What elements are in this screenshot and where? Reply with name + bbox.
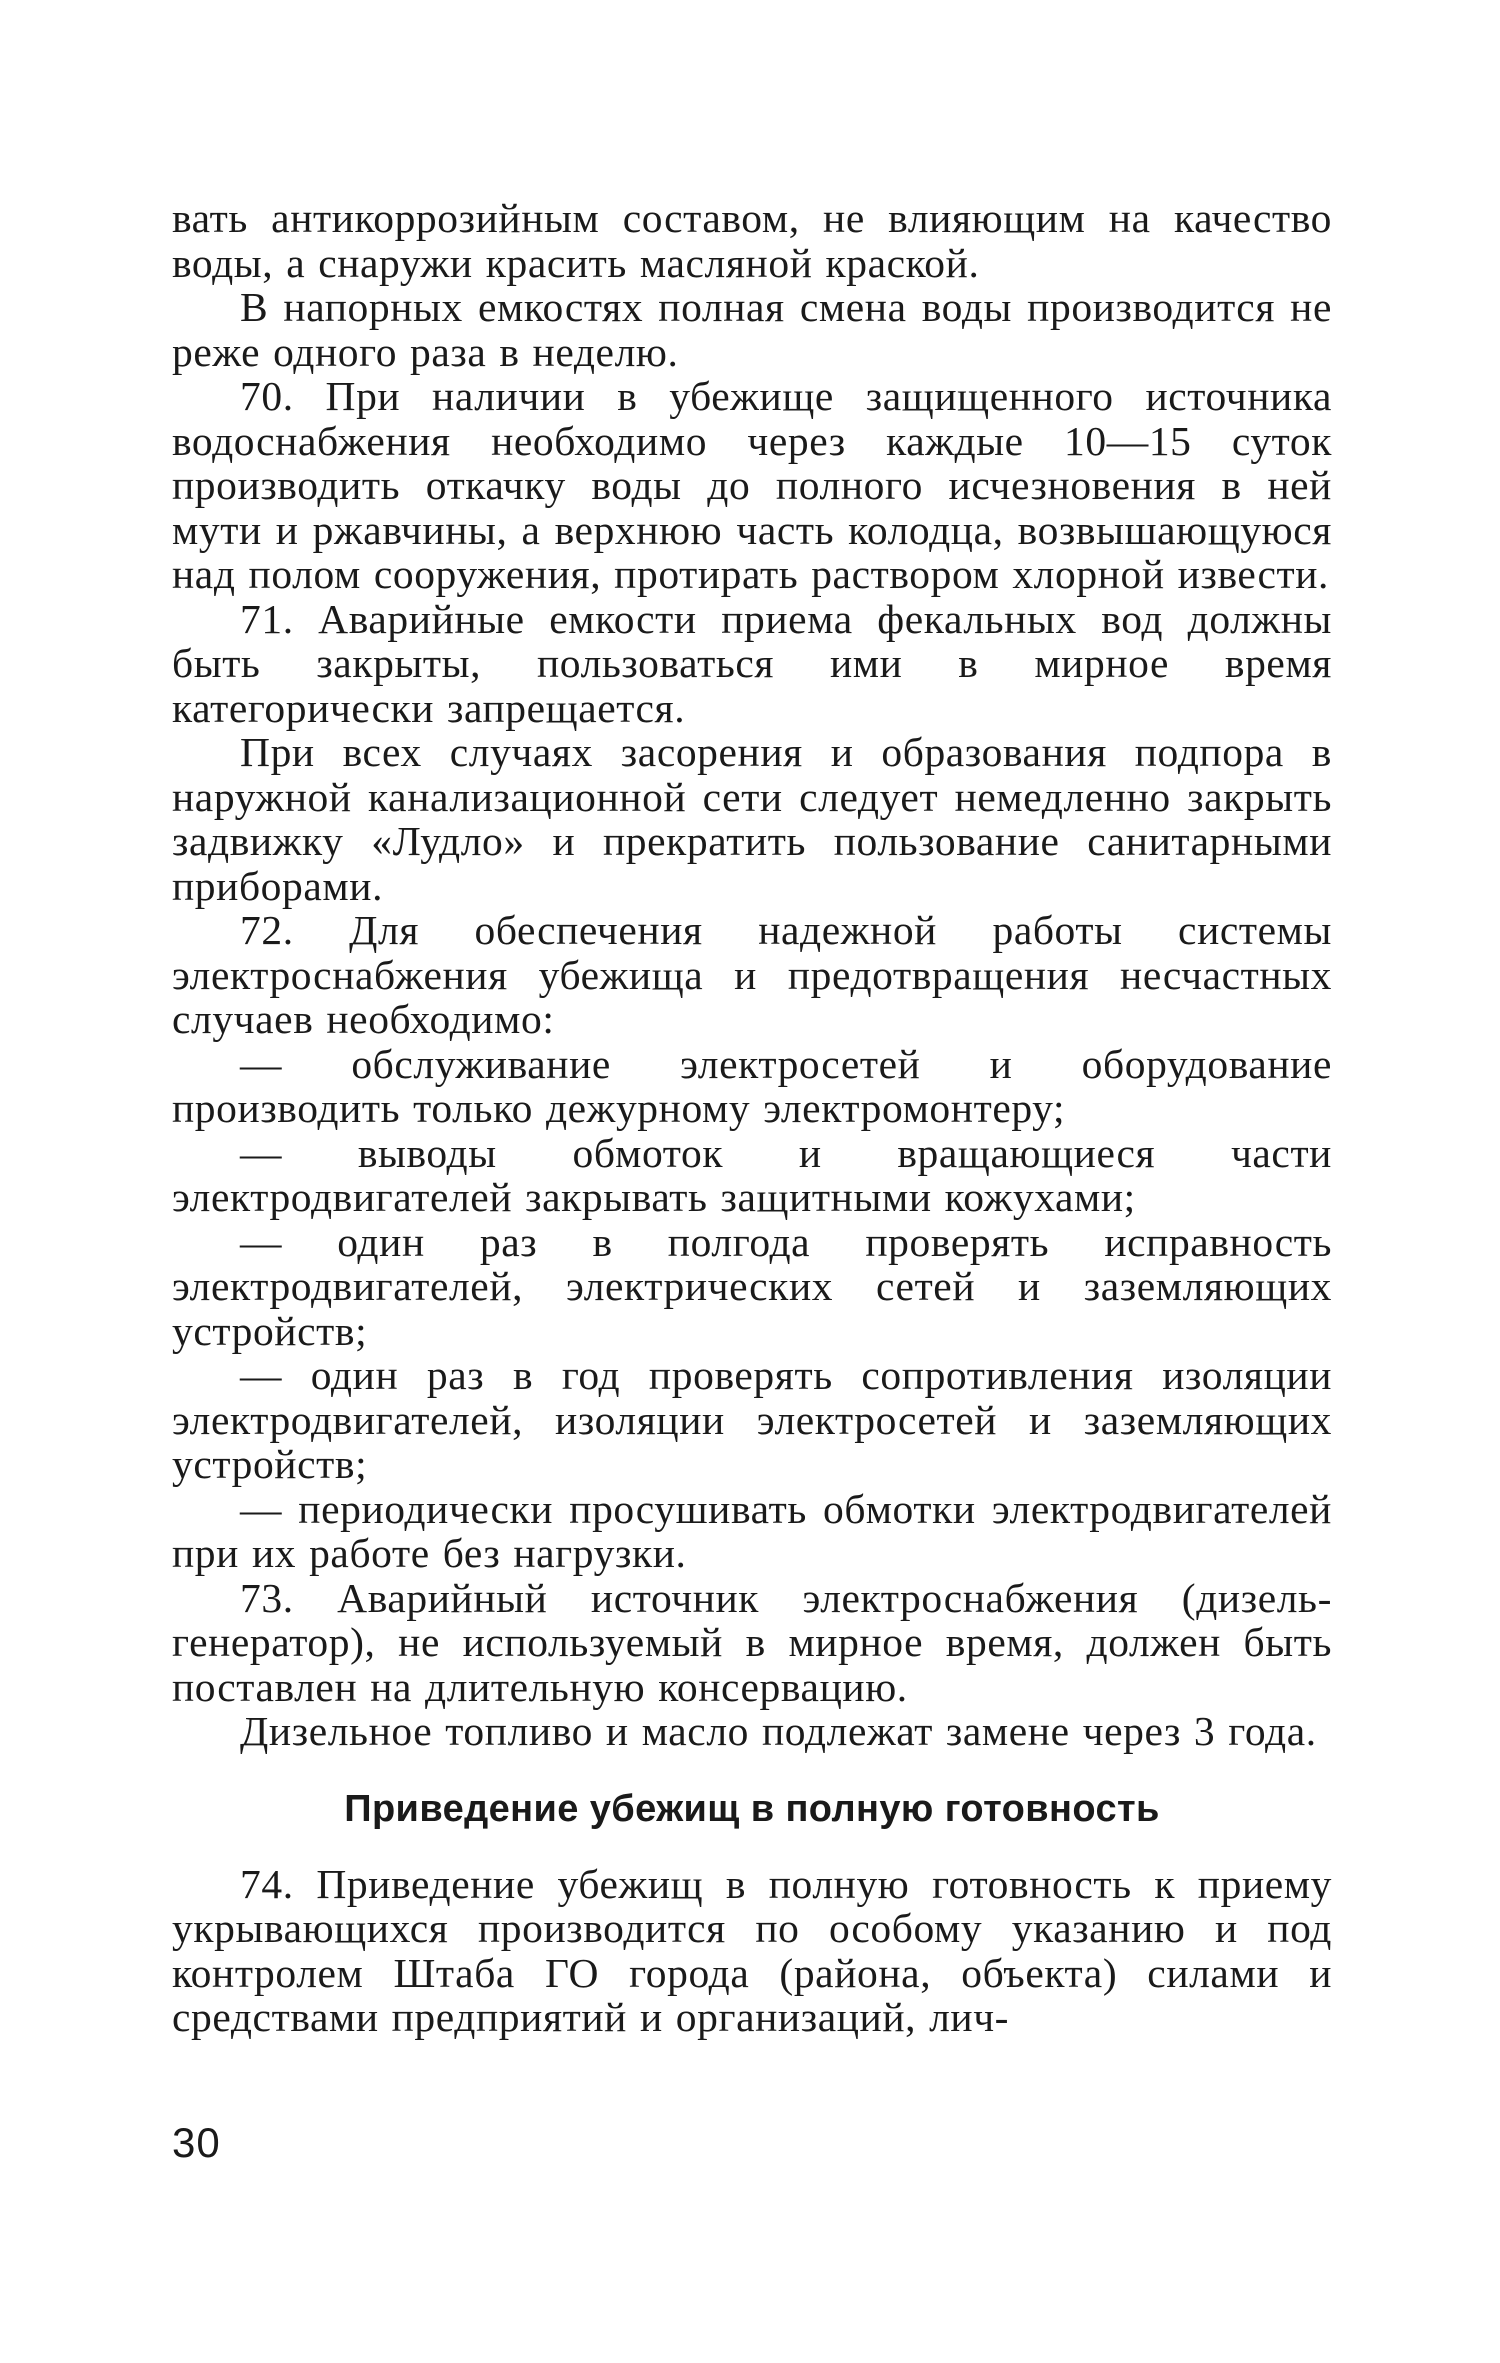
paragraph-73: 73. Аварийный источник электроснабжения (дизель-генератор), не используемый в мирное время, должен быть поставлен на длительную консервацию. bbox=[172, 1574, 1332, 1710]
list-item-2: — выводы обмоток и вращающиеся части электродвигателей закрывать защитными кожухами; bbox=[172, 1129, 1332, 1220]
list-item-3: — один раз в полгода проверять исправность электродвигателей, электрических сетей и заземляющих устройств; bbox=[172, 1218, 1332, 1354]
paragraph-74: 74. Приведение убежищ в полную готовность к приему укрывающихся производится по особому указанию и под контролем Штаба ГО города (района, объекта) силами и средствами предприятий и организаций, лич- bbox=[172, 1860, 1332, 2040]
paragraph-2: В напорных емкостях полная смена воды производится не реже одного раза в неделю. bbox=[172, 284, 1332, 375]
page-number: 30 bbox=[172, 2119, 221, 2166]
paragraph-71-continued: При всех случаях засорения и образования подпора в наружной канализационной сети следует немедленно закрыть задвижку «Лудло» и прекратить пользование санитарными приборами. bbox=[172, 729, 1332, 909]
paragraph-72: 72. Для обеспечения надежной работы системы электроснабжения убежища и предотвращения несчастных случаев необходимо: bbox=[172, 907, 1332, 1042]
list-item-1: — обслуживание электросетей и оборудование производить только дежурному электромонтеру; bbox=[172, 1040, 1332, 1131]
page-body bbox=[172, 196, 1332, 2040]
section-heading: Приведение убежищ в полную готовность bbox=[344, 1787, 1160, 1830]
list-item-5: — периодически просушивать обмотки электродвигателей при их работе без нагрузки. bbox=[172, 1485, 1332, 1576]
list-item-4: — один раз в год проверять сопротивления изоляции электродвигателей, изоляции электросетей и заземляющих устройств; bbox=[172, 1352, 1332, 1487]
paragraph-1: вать антикоррозийным составом, не влияющим на качество воды, а снаружи красить масляной краской. bbox=[172, 195, 1332, 286]
paragraph-71: 71. Аварийные емкости приема фекальных вод должны быть закрыты, пользоваться ими в мирное время категорически запрещается. bbox=[172, 595, 1332, 731]
paragraph-73-continued: Дизельное топливо и масло подлежат замене через 3 года. bbox=[240, 1708, 1317, 1754]
paragraph-70: 70. При наличии в убежище защищенного источника водоснабжения необходимо через каждые 10—15 суток производить откачку воды до полного исчезновения в ней мути и ржавчины, а верхнюю часть колодца, возвышающуюся над полом сооружения, протирать раствором хлорной извести. bbox=[172, 373, 1332, 597]
